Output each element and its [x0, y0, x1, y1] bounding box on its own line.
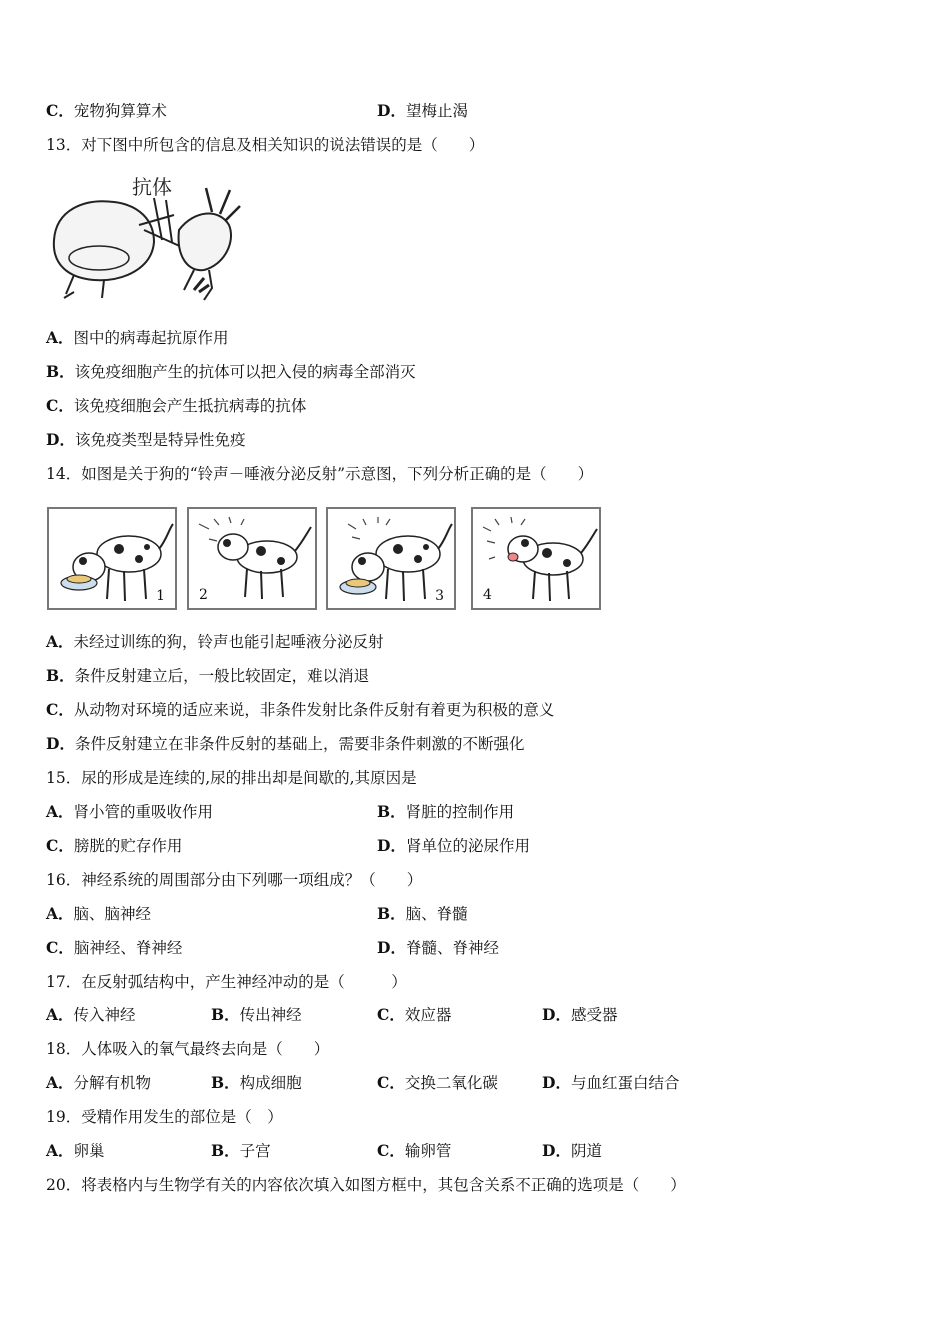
q15-stem: 15．尿的形成是连续的,尿的排出却是间歇的,其原因是 [46, 769, 417, 787]
dog-panel-3 [326, 507, 456, 610]
dog-panel-1 [47, 507, 177, 610]
q14-option-a: A．未经过训练的狗，铃声也能引起唾液分泌反射 [46, 632, 384, 651]
q16-option-d: D．脊髓、脊神经 [377, 938, 499, 957]
q19-option-b: B．子宫 [211, 1141, 271, 1160]
q18-option-c: C．交换二氧化碳 [377, 1073, 498, 1092]
panel-4-number: 4 [483, 587, 492, 603]
q13-option-a: A．图中的病毒起抗原作用 [46, 328, 229, 347]
q17-stem: 17．在反射弧结构中，产生神经冲动的是（ ） [46, 973, 407, 991]
dog-panel-4 [471, 507, 601, 610]
q20-stem: 20．将表格内与生物学有关的内容依次填入如图方框中，其包含关系不正确的选项是（ ） [46, 1176, 686, 1194]
q14-option-d: D．条件反射建立在非条件反射的基础上，需要非条件刺激的不断强化 [46, 734, 525, 753]
q19-option-a: A．卵巢 [46, 1141, 105, 1160]
q18-stem: 18．人体吸入的氧气最终去向是（ ） [46, 1040, 330, 1058]
q18-option-b: B．构成细胞 [211, 1073, 302, 1092]
q19-stem: 19．受精作用发生的部位是（ ） [46, 1108, 283, 1126]
q17-option-b: B．传出神经 [211, 1005, 302, 1024]
panel-1-number: 1 [156, 588, 165, 604]
q14-stem: 14．如图是关于狗的“铃声－唾液分泌反射”示意图，下列分析正确的是（ ） [46, 465, 594, 483]
panel-3-number: 3 [435, 588, 444, 604]
q16-option-a: A．脑、脑神经 [46, 904, 152, 923]
q17-option-d: D．感受器 [542, 1005, 618, 1024]
panel-2-number: 2 [199, 587, 208, 603]
q12-option-d: D．望梅止渴 [377, 101, 468, 120]
q18-option-a: A．分解有机物 [46, 1073, 152, 1092]
q19-option-d: D．阴道 [542, 1141, 602, 1160]
q13-option-b: B．该免疫细胞产生的抗体可以把入侵的病毒全部消灭 [46, 362, 416, 381]
q19-option-c: C．输卵管 [377, 1141, 452, 1160]
q17-option-c: C．效应器 [377, 1005, 452, 1024]
q15-option-a: A．肾小管的重吸收作用 [46, 802, 214, 821]
q14-option-c: C．从动物对环境的适应来说，非条件发射比条件反射有着更为积极的意义 [46, 700, 555, 719]
q16-option-b: B．脑、脊髓 [377, 904, 468, 923]
q12-option-c: C．宠物狗算算术 [46, 101, 167, 120]
q18-option-d: D．与血红蛋白结合 [542, 1073, 680, 1092]
antibody-label: 抗体 [132, 175, 172, 199]
q13-option-c: C．该免疫细胞会产生抵抗病毒的抗体 [46, 396, 307, 415]
q16-option-c: C．脑神经、脊神经 [46, 938, 183, 957]
q13-stem: 13．对下图中所包含的信息及相关知识的说法错误的是（ ） [46, 136, 485, 154]
q15-option-b: B．肾脏的控制作用 [377, 802, 515, 821]
q13-option-d: D．该免疫类型是特异性免疫 [46, 430, 246, 449]
q17-option-a: A．传入神经 [46, 1005, 136, 1024]
dog-panel-2 [187, 507, 317, 610]
antibody-virus-illustration [44, 170, 244, 310]
q14-option-b: B．条件反射建立后，一般比较固定，难以消退 [46, 666, 370, 685]
q15-option-d: D．肾单位的泌尿作用 [377, 836, 530, 855]
q16-stem: 16．神经系统的周围部分由下列哪一项组成？（ ） [46, 871, 423, 889]
q15-option-c: C．膀胱的贮存作用 [46, 836, 183, 855]
